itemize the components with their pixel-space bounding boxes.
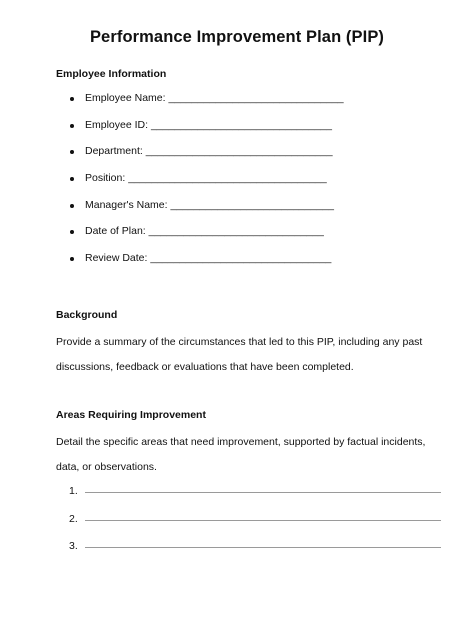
improvement-item [56,540,441,568]
improvement-items-list [56,485,441,568]
field-date-of-plan [56,225,344,252]
field-label: Employee ID: _______________________________ [85,118,332,131]
field-label: Review Date: _______________________________ [85,252,332,265]
item-number: 1. [69,485,78,497]
bullet-icon [70,124,74,128]
field-position [56,172,344,199]
field-label: Department: ________________________________ [85,145,333,158]
bullet-icon [70,257,74,261]
item-number: 3. [69,540,78,552]
bullet-icon [70,150,74,154]
blank-line [85,547,441,548]
blank-line [85,492,441,493]
improvement-item [56,485,441,513]
document-title: Performance Improvement Plan (PIP) [89,28,385,46]
bullet-icon [70,177,74,181]
field-label: Position: __________________________________ [85,172,327,185]
field-label: Manager's Name: ____________________________ [85,198,334,211]
improvement-item [56,513,441,541]
bullet-icon [70,204,74,208]
background-heading: Background [56,309,118,321]
blank-line [85,520,441,521]
field-label: Employee Name: ______________________________ [85,92,344,104]
field-employee-name [56,92,344,119]
field-department [56,145,344,172]
field-label: Date of Plan: ______________________________ [85,225,324,238]
item-number: 2. [69,512,78,525]
areas-requiring-improvement-heading: Areas Requiring Improvement [56,409,206,421]
field-managers-name [56,199,344,226]
background-paragraph: Provide a summary of the circumstances that led to this PIP, including any past discussions, feedback or evaluations that have been completed. [56,336,423,373]
areas-paragraph: Detail the specific areas that need improvement, supported by factual incidents, data, or observations. [56,436,426,473]
field-employee-id [56,119,344,146]
employee-information-heading: Employee Information [56,68,167,80]
field-review-date [56,252,344,279]
bullet-icon [70,230,74,234]
bullet-icon [70,97,74,101]
employee-fields-list [56,92,344,279]
